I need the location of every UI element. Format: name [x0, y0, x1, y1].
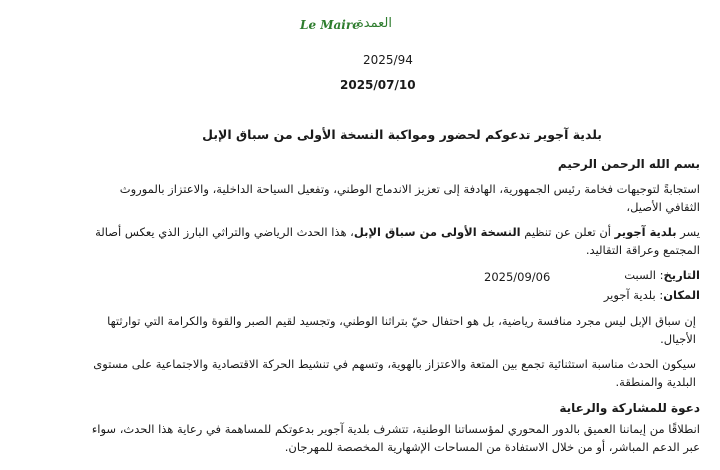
- sponsorship-paragraph: انطلاقًا من إيماننا العميق بالدور المحوري لمؤسساتنا الوطنية، تتشرف بلدية آجوير بدعوتكم للمساهمة في رعاية هذا الحدث، سواء عبر الدعم المباشر، أو من خلال الاستفادة من المساحات الإشهارية المخصصة للمهرجان.: [91, 422, 700, 454]
- event-date-row: [624, 268, 700, 282]
- date-label: التاريخ: [663, 268, 700, 282]
- announcement-prefix: يسر: [676, 225, 700, 239]
- issue-date: 2025/07/10: [340, 78, 416, 92]
- list-item: سيكون الحدث مناسبة استثنائية تجمع بين المتعة والاعتزاز بالهوية، وتسهم في تنشيط الحركة الاقتصادية والاجتماعية على مستوى البلدية والمنطقة.: [93, 357, 696, 389]
- event-name: النسخة الأولى من سباق الإبل: [353, 225, 521, 239]
- mayor-arabic-header: العمدة: [357, 16, 392, 31]
- announcement-middle: أن تعلن عن تنظيم: [520, 225, 615, 239]
- reference-number: 2025/94: [363, 53, 413, 67]
- place-value: : بلدية آجوير: [603, 288, 664, 302]
- event-date-value: 2025/09/06: [484, 270, 551, 284]
- event-place-row: [604, 288, 700, 302]
- intro-paragraph: استجابةً لتوجيهات فخامة رئيس الجمهورية، الهادفة إلى تعزيز الاندماج الوطني، وتفعيل السياحة الداخلية، والاعتزاز بالموروث الثقافي الأصيل،: [119, 182, 700, 214]
- list-item: إن سباق الإبل ليس مجرد منافسة رياضية، بل هو احتفال حيّ بتراثنا الوطني، وتجسيد لقيم الصبر والقوة والكرامة التي توارثتها الأجيال.: [107, 314, 696, 346]
- announcement-suffix: ، هذا الحدث الرياضي والتراثي البارز الذي يعكس أصالة المجتمع وعراقة التقاليد.: [95, 225, 700, 257]
- section-title: دعوة للمشاركة والرعاية: [559, 401, 700, 415]
- organizer-name: بلدية آجوير: [614, 225, 677, 239]
- date-day: : السبت: [624, 268, 664, 282]
- mayor-french-header: Le Maire: [300, 18, 360, 32]
- place-label: المكان: [663, 288, 700, 302]
- announcement-paragraph: [90, 223, 700, 259]
- document-title: بلدية آجوير تدعوكم لحضور ومواكبة النسخة الأولى من سباق الإبل: [202, 127, 602, 142]
- basmala: بسم الله الرحمن الرحيم: [557, 157, 700, 171]
